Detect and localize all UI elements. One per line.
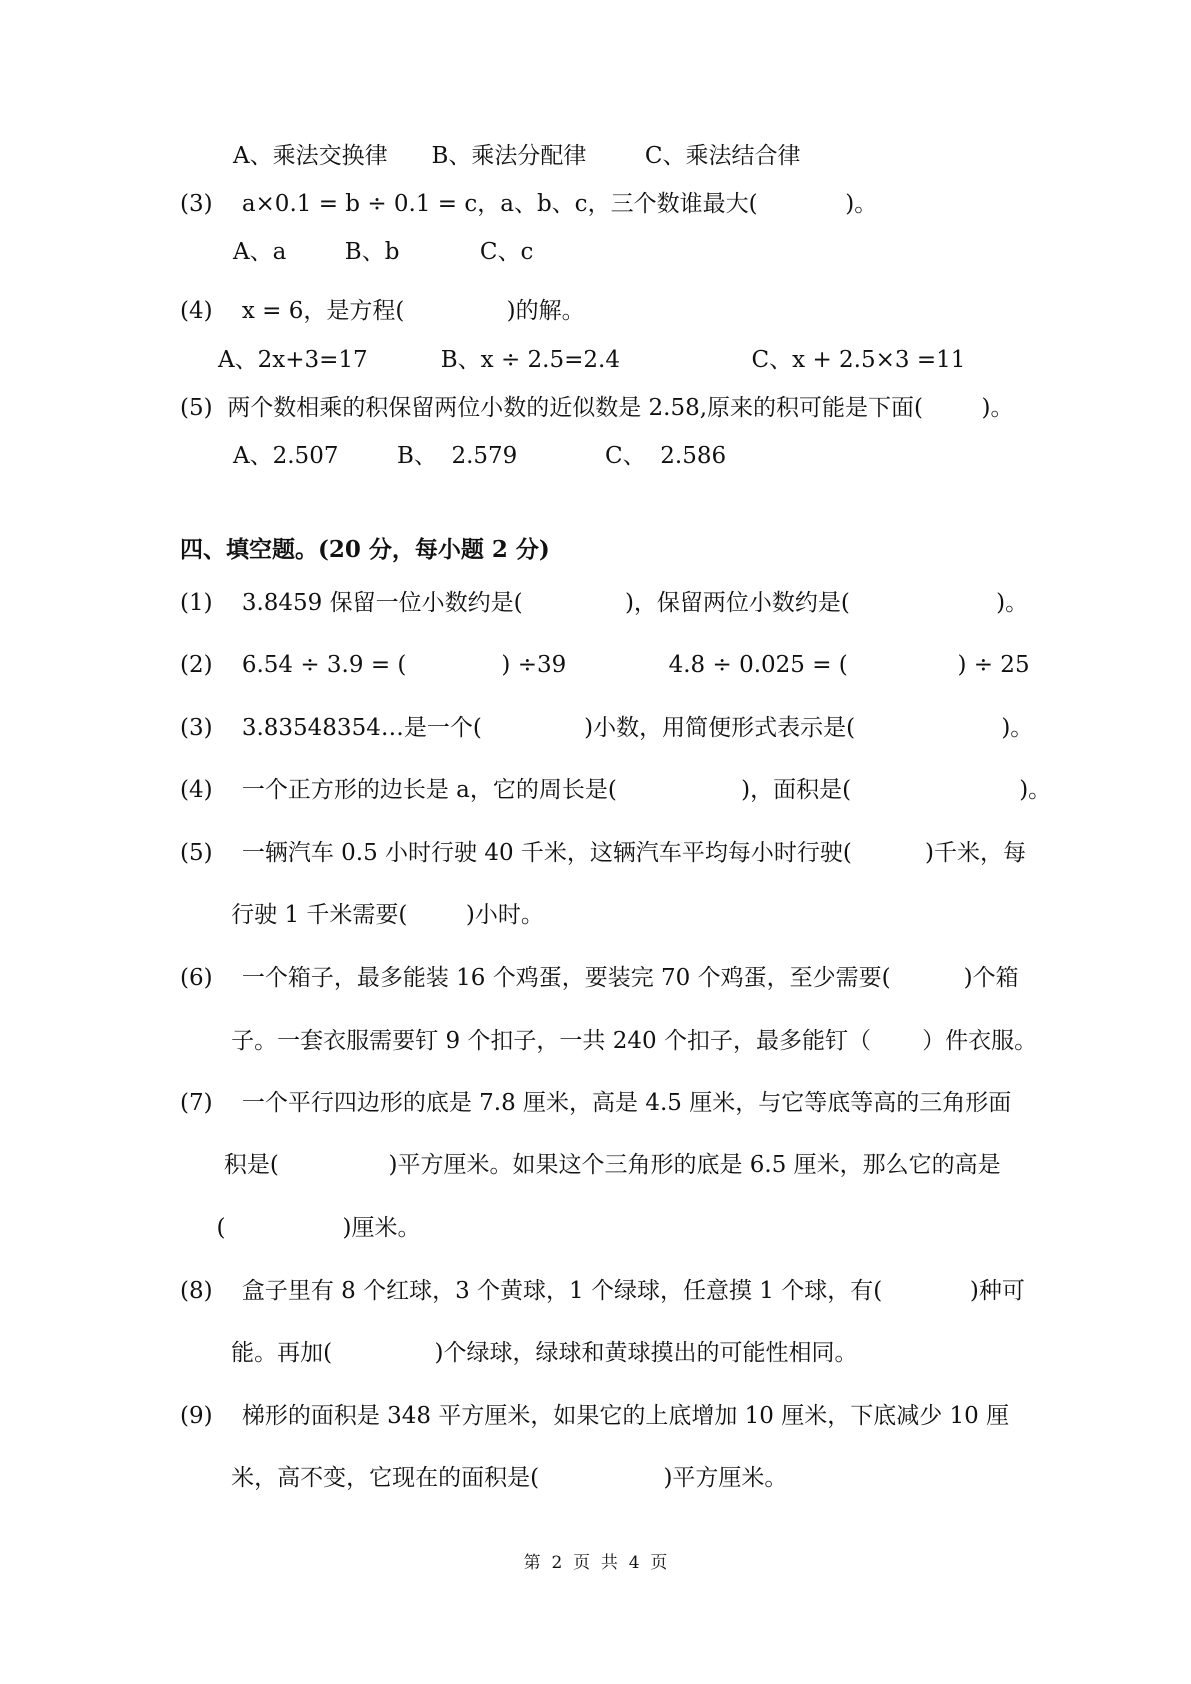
fill-line: (9) 梯形的面积是 348 平方厘米，如果它的上底增加 10 厘米，下底减少 10 厘	[180, 1403, 1010, 1429]
fill-line: (4) 一个正方形的边长是 a，它的周长是( )，面积是( )。	[180, 777, 1052, 803]
question-5-options: A、2.507 B、 2.579 C、 2.586	[233, 443, 727, 469]
fill-line: (5) 一辆汽车 0.5 小时行驶 40 千米，这辆汽车平均每小时行驶( )千米，每	[180, 840, 1026, 866]
fill-line: (2) 6.54 ÷ 3.9 = ( ) ÷39 4.8 ÷ 0.025 = ( ) ÷ 25	[180, 652, 1030, 678]
fill-line: 行驶 1 千米需要( )小时。	[180, 902, 544, 928]
fill-line: 子。一套衣服需要钉 9 个扣子，一共 240 个扣子，最多能钉（ ）件衣服。	[180, 1028, 1038, 1054]
section-4-heading: 四、填空题。(20 分，每小题 2 分)	[180, 536, 550, 563]
fill-line: (7) 一个平行四边形的底是 7.8 厘米，高是 4.5 厘米，与它等底等高的三角形面	[180, 1090, 1012, 1116]
page-footer: 第 2 页 共 4 页	[523, 1553, 668, 1573]
fill-line: 积是( )平方厘米。如果这个三角形的底是 6.5 厘米，那么它的高是	[180, 1152, 1001, 1178]
question-4-options: A、2x+3=17 B、x ÷ 2.5=2.4 C、x + 2.5×3 =11	[218, 347, 966, 373]
question-3-stem: (3) a×0.1 = b ÷ 0.1 = c，a、b、c，三个数谁最大( )。	[180, 191, 878, 217]
question-3-options: A、a B、b C、c	[233, 239, 534, 265]
question-5-stem: (5) 两个数相乘的积保留两位小数的近似数是 2.58,原来的积可能是下面( )。	[180, 395, 1014, 421]
question-4-stem: (4) x = 6，是方程( )的解。	[180, 298, 585, 324]
fill-line: (1) 3.8459 保留一位小数约是( )，保留两位小数约是( )。	[180, 590, 1029, 616]
fill-line: (3) 3.83548354…是一个( )小数，用简便形式表示是( )。	[180, 715, 1034, 741]
multiplication-law-options: A、乘法交换律 B、乘法分配律 C、乘法结合律	[233, 143, 801, 169]
fill-line: (8) 盒子里有 8 个红球，3 个黄球，1 个绿球，任意摸 1 个球，有( )种可	[180, 1278, 1025, 1304]
fill-line: ( )厘米。	[180, 1215, 421, 1241]
fill-line: (6) 一个箱子，最多能装 16 个鸡蛋，要装完 70 个鸡蛋，至少需要( )个箱	[180, 965, 1019, 991]
fill-line: 能。再加( )个绿球，绿球和黄球摸出的可能性相同。	[180, 1340, 858, 1366]
fill-line: 米，高不变，它现在的面积是( )平方厘米。	[180, 1465, 788, 1491]
